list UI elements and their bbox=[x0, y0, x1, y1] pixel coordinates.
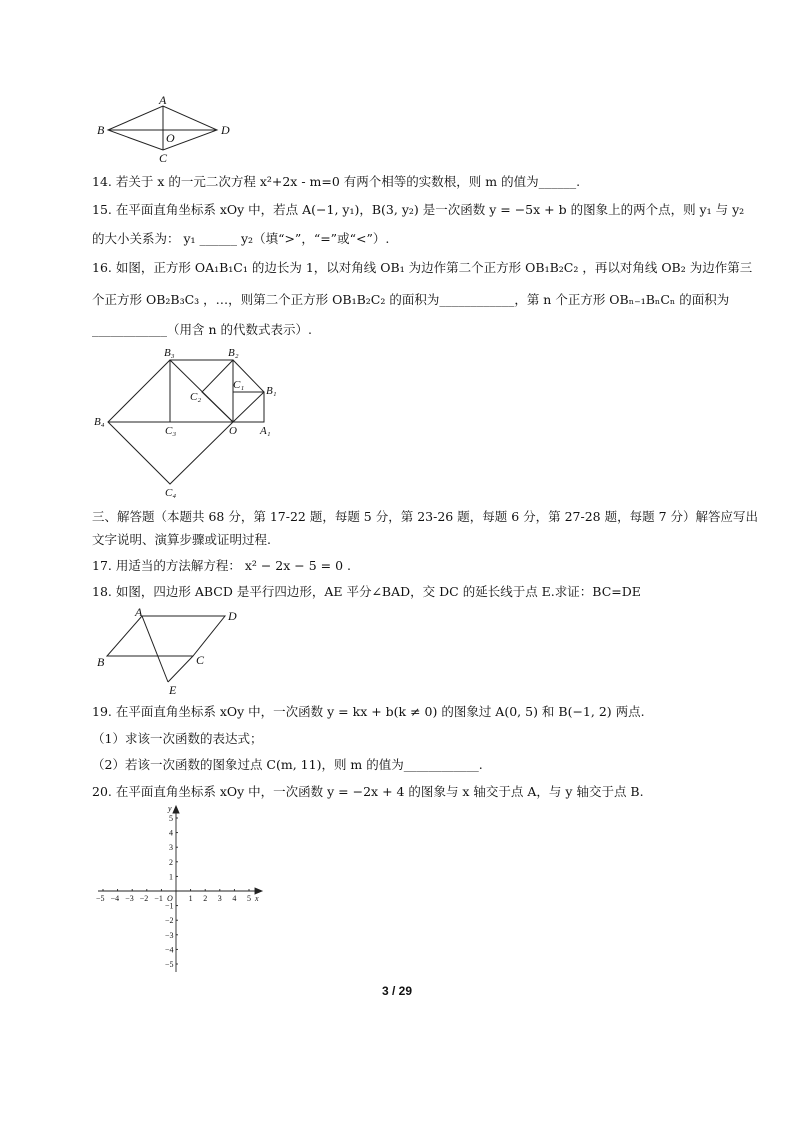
y-tick-label: −1 bbox=[165, 901, 174, 911]
label-O: O bbox=[166, 131, 175, 145]
label-C4: C₄ bbox=[165, 487, 177, 499]
page-number: 3 / 29 bbox=[381, 984, 413, 998]
label-C2: C₂ bbox=[190, 391, 202, 403]
x-axis-label: x bbox=[255, 894, 259, 903]
y-axis-arrow bbox=[173, 806, 179, 813]
x-tick-label: −1 bbox=[154, 894, 163, 903]
x-tick-label: −4 bbox=[110, 894, 120, 903]
label-C3: C₃ bbox=[165, 425, 177, 437]
y-tick-label: −3 bbox=[165, 930, 174, 940]
y-tick-label: −2 bbox=[165, 916, 174, 926]
x-tick-label: 5 bbox=[247, 894, 251, 903]
label-A: A bbox=[135, 605, 143, 619]
x-tick-label: −2 bbox=[139, 894, 149, 903]
label-A1: A₁ bbox=[260, 425, 271, 437]
label-C: C bbox=[159, 151, 168, 164]
squares-figure bbox=[92, 342, 292, 502]
y-tick-label: 2 bbox=[169, 857, 173, 867]
question-19-part2: （2）若该一次函数的图象过点 C(m, 11)，则 m 的值为____________. bbox=[92, 757, 483, 772]
y-tick-label: 3 bbox=[169, 843, 173, 853]
y-tick-label: 1 bbox=[169, 872, 173, 882]
question-19-part1: （1）求该一次函数的表达式； bbox=[92, 731, 263, 746]
y-tick-label: −5 bbox=[165, 960, 174, 969]
coordinate-axes-figure bbox=[92, 802, 272, 976]
label-B1: B₁ bbox=[266, 385, 277, 397]
label-D: D bbox=[228, 609, 237, 623]
label-D: D bbox=[221, 123, 230, 137]
x-tick-label: 4 bbox=[232, 894, 237, 903]
x-tick-label: −5 bbox=[96, 894, 105, 903]
parallelogram-figure bbox=[92, 604, 252, 698]
y-tick-label: 4 bbox=[169, 828, 173, 838]
question-18: 18. 如图，四边形 ABCD 是平行四边形，AE 平分∠BAD，交 DC 的延长线于点 E.求证：BC=DE bbox=[92, 584, 641, 599]
section-3-line1: 三、解答题（本题共 68 分，第 17-22 题，每题 5 分，第 23-26 题，每题 6 分，第 27-28 题，每题 7 分）解答应写出 bbox=[92, 509, 758, 524]
question-14: 14. 若关于 x 的一元二次方程 x²+2x - m=0 有两个相等的实数根，则 m 的值为______. bbox=[92, 174, 581, 189]
label-B2: B₂ bbox=[228, 347, 239, 359]
question-15-line1: 15. 在平面直角坐标系 xOy 中，若点 A(−1, y₁)，B(3, y₂) 是一次函数 y = −5x + b 的图象上的两个点，则 y₁ 与 y₂ bbox=[92, 202, 745, 217]
question-16-line3: ____________（用含 n 的代数式表示）. bbox=[92, 322, 312, 337]
label-E: E bbox=[169, 683, 177, 697]
origin-label: O bbox=[167, 894, 173, 903]
x-tick-label: −3 bbox=[125, 894, 134, 903]
x-tick-label: 2 bbox=[203, 894, 208, 903]
y-tick-label: −4 bbox=[165, 945, 174, 955]
x-tick-label: 1 bbox=[188, 894, 193, 903]
y-axis-label: y bbox=[168, 804, 172, 813]
question-20: 20. 在平面直角坐标系 xOy 中，一次函数 y = −2x + 4 的图象与 x 轴交于点 A，与 y 轴交于点 B. bbox=[92, 784, 644, 799]
label-B3: B₃ bbox=[164, 347, 175, 359]
question-16-line1: 16. 如图，正方形 OA₁B₁C₁ 的边长为 1，以对角线 OB₁ 为边作第二个正方形 OB₁B₂C₂ ，再以对角线 OB₂ 为边作第三 bbox=[92, 260, 753, 275]
question-16-line2: 个正方形 OB₂B₃C₃ ，…，则第二个正方形 OB₁B₂C₂ 的面积为____________，第 n 个正方形 OBₙ₋₁BₙCₙ 的面积为 bbox=[92, 292, 730, 307]
y-tick-label: 5 bbox=[169, 814, 173, 823]
label-B4: B₄ bbox=[94, 416, 105, 428]
label-O: O bbox=[229, 425, 237, 437]
label-B: B bbox=[97, 123, 105, 137]
label-C: C bbox=[196, 653, 205, 667]
label-C1: C₁ bbox=[233, 379, 245, 391]
x-tick-label: 3 bbox=[217, 894, 222, 903]
question-17: 17. 用适当的方法解方程： x² − 2x − 5 = 0 . bbox=[92, 558, 352, 573]
question-15-line2: 的大小关系为： y₁ ______ y₂（填“>”，“=”或“<”）. bbox=[92, 231, 390, 246]
section-3-line2: 文字说明、演算步骤或证明过程. bbox=[92, 532, 271, 547]
label-B: B bbox=[97, 655, 105, 669]
rhombus-figure bbox=[92, 92, 242, 164]
label-A: A bbox=[159, 93, 167, 107]
question-19-line1: 19. 在平面直角坐标系 xOy 中，一次函数 y = kx + b(k ≠ 0) 的图象过 A(0, 5) 和 B(−1, 2) 两点. bbox=[92, 704, 645, 719]
